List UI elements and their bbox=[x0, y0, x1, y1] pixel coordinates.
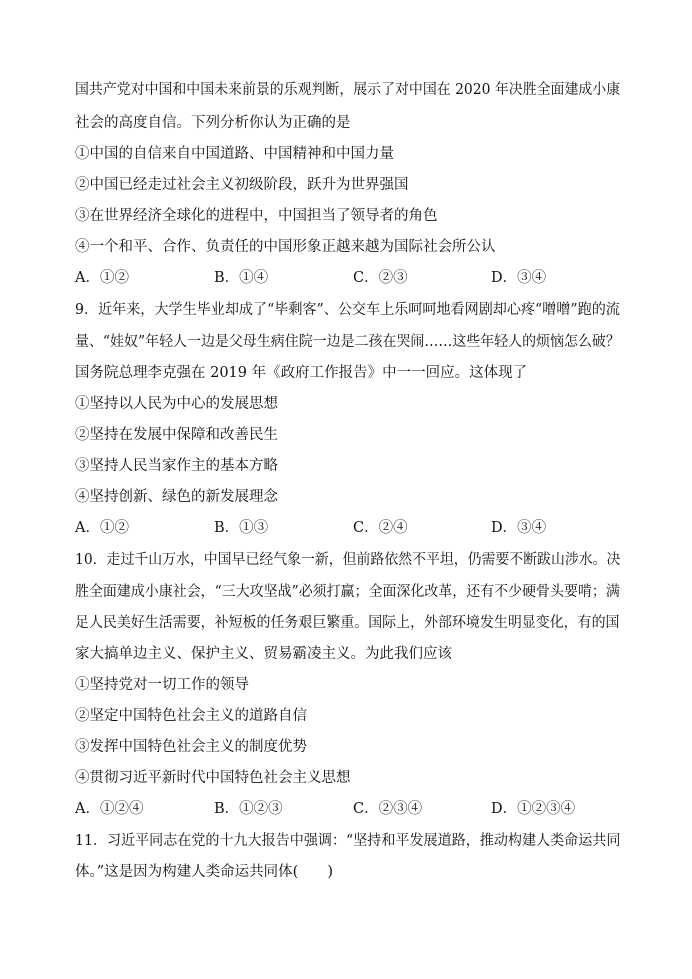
q11-stem-line-2: 体。”这是因为构建人类命运共同体( ) bbox=[75, 864, 333, 880]
q8-option-b: B．①④ bbox=[214, 270, 269, 286]
q9-option-b: B．①③ bbox=[214, 520, 269, 536]
q9-stem-line-2: 量、“娃奴”年轻人一边是父母生病住院一边是二孩在哭闹……这些年轻人的烦恼怎么破？ bbox=[75, 334, 620, 350]
q8-item-3: ③在世界经济全球化的进程中，中国担当了领导者的角色 bbox=[75, 208, 438, 224]
q10-option-a: A．①②④ bbox=[75, 801, 144, 817]
q10-item-4: ④贯彻习近平新时代中国特色社会主义思想 bbox=[75, 770, 351, 786]
q9-item-1: ①坚持以人民为中心的发展思想 bbox=[75, 396, 278, 412]
q10-option-d: D．①②③④ bbox=[491, 801, 576, 817]
q8-item-4: ④一个和平、合作、负责任的中国形象正越来越为国际社会所公认 bbox=[75, 239, 496, 255]
q9-option-c: C．②④ bbox=[353, 520, 408, 536]
q10-item-2: ②坚定中国特色社会主义的道路自信 bbox=[75, 708, 307, 724]
q9-stem-line-3: 国务院总理李克强在 2019 年《政府工作报告》中一一回应。这体现了 bbox=[75, 365, 528, 381]
q8-stem-line-1: 国共产党对中国和中国未来前景的乐观判断，展示了对中国在 2020 年决胜全面建成小康 bbox=[75, 82, 621, 98]
q10-stem-line-2: 胜全面建成小康社会，“三大攻坚战”必须打赢；全面深化改革，还有不少硬骨头要啃；满 bbox=[75, 584, 620, 600]
q8-options bbox=[75, 268, 635, 288]
q9-stem-line-1: 9．近年来，大学生毕业却成了“毕剩客”、公交车上乐呵呵地看网剧却心疼“噌噌”跑的流 bbox=[75, 302, 620, 318]
q8-item-1: ①中国的自信来自中国道路、中国精神和中国力量 bbox=[75, 146, 394, 162]
q8-option-d: D．③④ bbox=[491, 270, 547, 286]
q9-item-4: ④坚持创新、绿色的新发展理念 bbox=[75, 489, 278, 505]
q10-options bbox=[75, 799, 635, 819]
q9-item-3: ③坚持人民当家作主的基本方略 bbox=[75, 458, 278, 474]
q11-stem-line-1: 11．习近平同志在党的十九大报告中强调：“坚持和平发展道路，推动构建人类命运共同 bbox=[75, 833, 621, 849]
q8-item-2: ②中国已经走过社会主义初级阶段，跃升为世界强国 bbox=[75, 177, 409, 193]
q8-option-c: C．②③ bbox=[353, 270, 408, 286]
q10-item-1: ①坚持党对一切工作的领导 bbox=[75, 677, 249, 693]
q10-item-3: ③发挥中国特色社会主义的制度优势 bbox=[75, 739, 307, 755]
q10-stem-line-3: 足人民美好生活需要，补短板的任务艰巨繁重。国际上，外部环境发生明显变化，有的国 bbox=[75, 615, 620, 631]
q10-stem-line-4: 家大搞单边主义、保护主义、贸易霸凌主义。为此我们应该 bbox=[75, 646, 452, 662]
q9-options bbox=[75, 518, 635, 538]
q10-option-b: B．①②③ bbox=[214, 801, 283, 817]
q9-item-2: ②坚持在发展中保障和改善民生 bbox=[75, 427, 278, 443]
q10-option-c: C．②③④ bbox=[353, 801, 423, 817]
q9-option-a: A．①② bbox=[75, 520, 129, 536]
q10-stem-line-1: 10．走过千山万水，中国早已经气象一新，但前路依然不平坦，仍需要不断跋山涉水。决 bbox=[75, 552, 621, 568]
q9-option-d: D．③④ bbox=[491, 520, 547, 536]
q8-stem-line-2: 社会的高度自信。下列分析你认为正确的是 bbox=[75, 115, 351, 131]
q8-option-a: A．①② bbox=[75, 270, 129, 286]
